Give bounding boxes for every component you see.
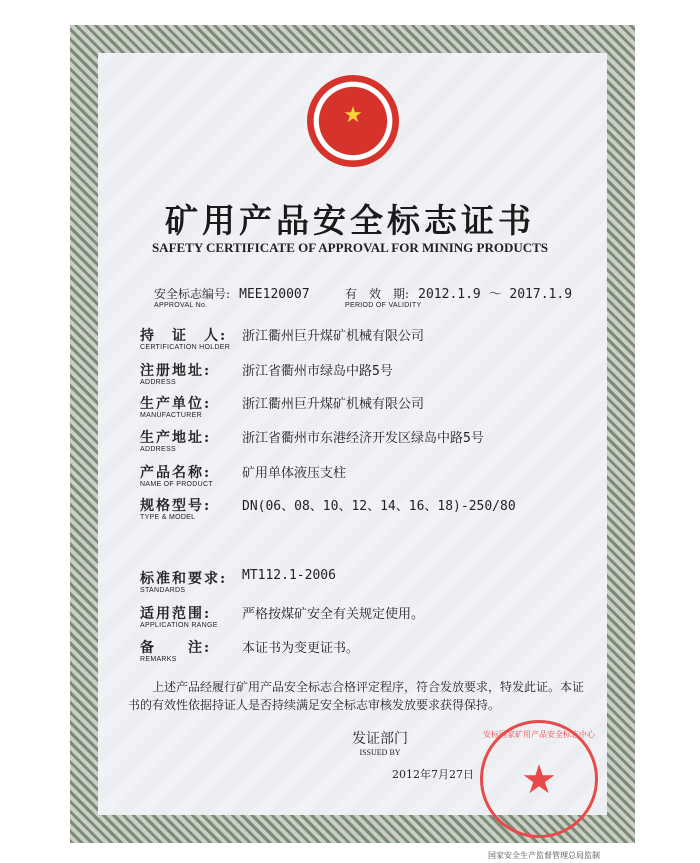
field-production-address: 生产地址: 浙江省衢州市东港经济开发区绿岛中路5号 ADDRESS <box>140 430 484 453</box>
official-stamp: 安标国家矿用产品安全标志中心 ★ <box>480 720 598 838</box>
validity: 有 效 期: 2012.1.9 ～ 2017.1.9 PERIOD OF VALIDITY <box>345 287 573 309</box>
star-icon: ★ <box>521 757 557 803</box>
certificate-title: 矿用产品安全标志证书 <box>165 201 535 240</box>
field-standards: 标准和要求: MT112.1-2006 STANDARDS <box>140 568 336 594</box>
approval-no: 安全标志编号: MEE120007 APPROVAL No. <box>154 287 310 309</box>
state-emblem-seal <box>307 75 399 167</box>
field-application-range: 适用范围: 严格按煤矿安全有关规定使用。 APPLICATION RANGE <box>140 606 425 629</box>
issue-date: 2012年7月27日 <box>392 768 474 781</box>
field-manufacturer: 生产单位: 浙江衢州巨升煤矿机械有限公司 MANUFACTURER <box>140 396 425 419</box>
certificate-subtitle: SAFETY CERTIFICATE OF APPROVAL FOR MINING PRODUCTS <box>151 240 549 255</box>
footer-note: 国家安全生产监督管理总局监制 <box>488 851 600 860</box>
field-model: 规格型号: DN(06、08、10、12、14、16、18)-250/80 TYPE & MODEL <box>140 498 516 521</box>
field-holder: 持 证 人: 浙江衢州巨升煤矿机械有限公司 CERTIFICATION HOLDER <box>140 328 425 351</box>
issued-by: 发证部门 ISSUED BY <box>352 731 408 757</box>
field-address: 注册地址: 浙江省衢州市绿岛中路5号 ADDRESS <box>140 363 393 386</box>
star-icon: ★ <box>343 103 363 128</box>
field-product-name: 产品名称: 矿用单体液压支柱 NAME OF PRODUCT <box>140 465 347 488</box>
field-remarks: 备 注: 本证书为变更证书。 REMARKS <box>140 640 360 663</box>
statement: 上述产品经履行矿用产品安全标志合格评定程序，符合发放要求，特发此证。本证书的有效性依据持证人是否持续满足安全标志审核发放要求获得保持。 <box>128 680 585 712</box>
